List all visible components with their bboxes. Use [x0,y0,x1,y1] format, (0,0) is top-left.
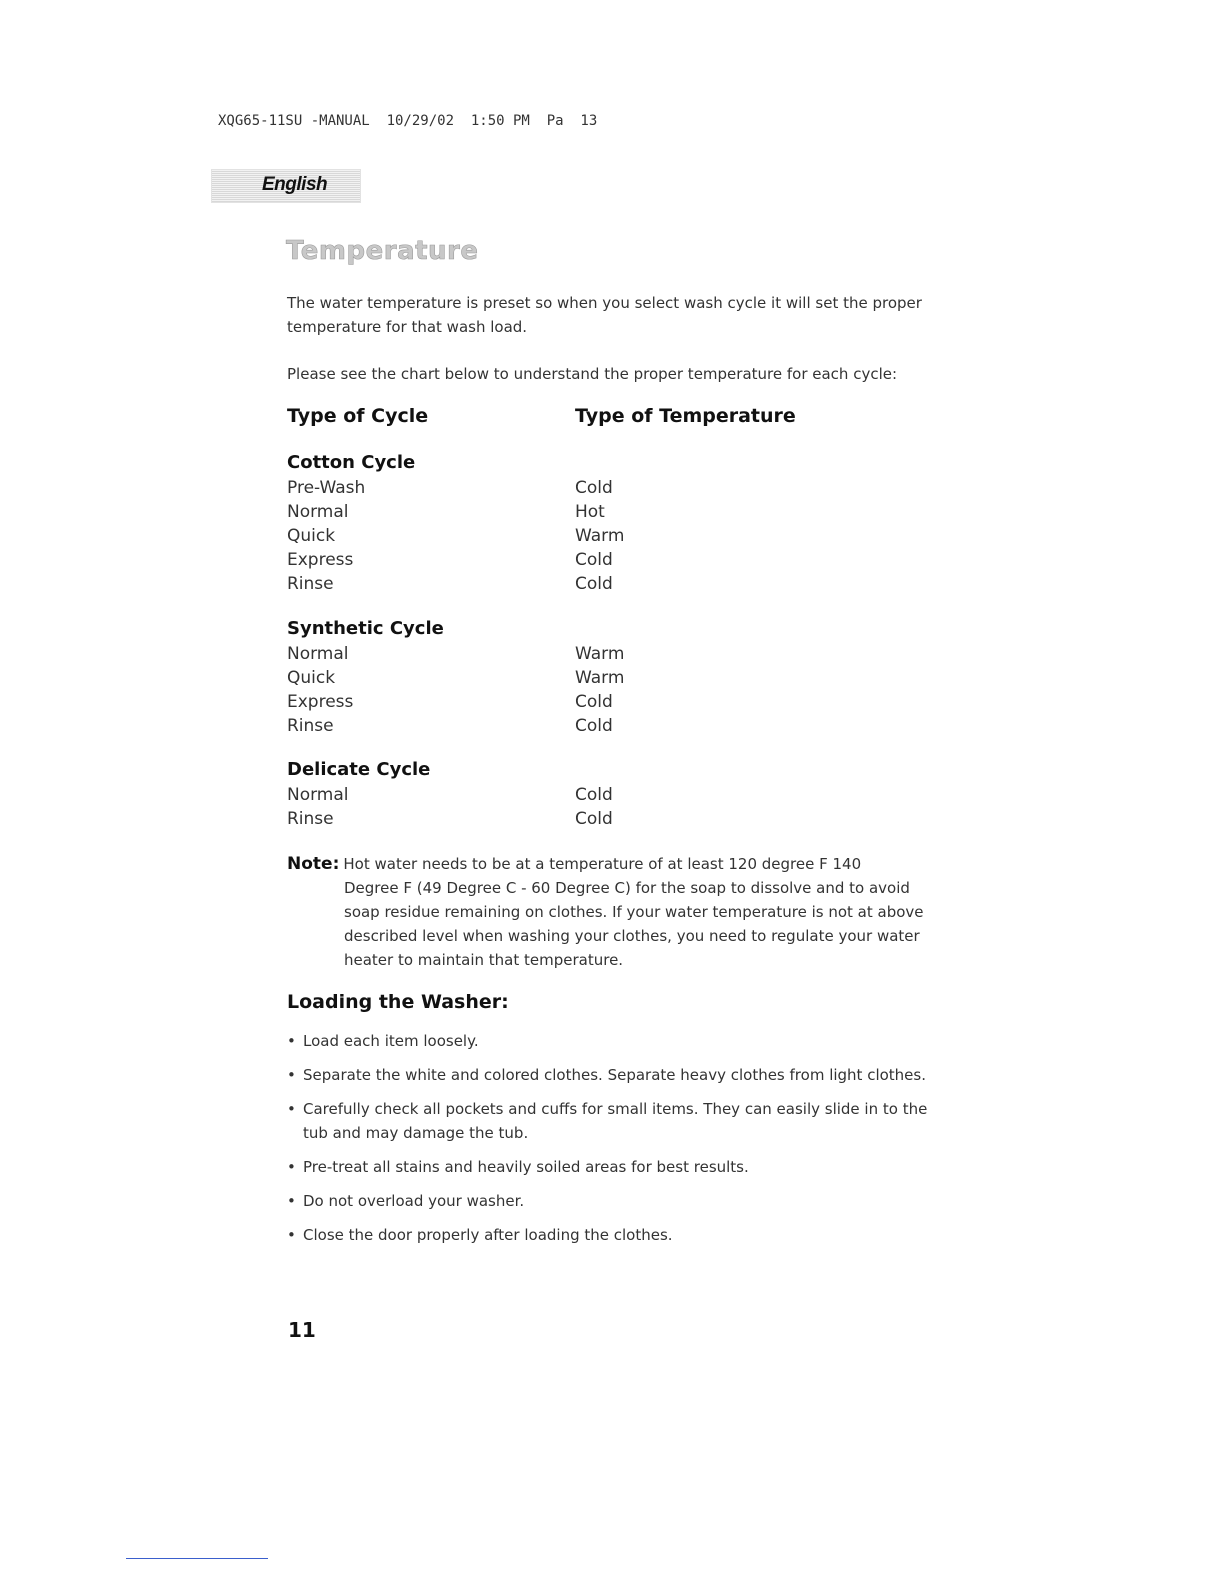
language-tab [211,169,361,203]
table-row [287,807,707,831]
cycle-name: Express [287,550,354,570]
chart-intro-paragraph: Please see the chart below to understand the proper temperature for each cycle: [287,365,898,383]
cycle-group-title: Delicate Cycle [287,759,431,780]
list-item: • Load each item loosely. [287,1029,947,1053]
table-row [287,548,707,572]
loading-section-title: Loading the Washer: [287,991,509,1013]
cycle-name: Rinse [287,716,334,736]
language-tab-label: English [262,174,328,195]
note-label: Note: [287,854,340,874]
cycle-group-delicate [287,757,707,831]
cycle-temperature: Cold [575,478,613,498]
cycle-temperature: Cold [575,574,613,594]
cycle-temperature: Warm [575,526,625,546]
cycle-name: Normal [287,502,349,522]
cycle-temperature: Cold [575,809,613,829]
cycle-name: Normal [287,785,349,805]
column-header-cycle: Type of Cycle [287,405,429,427]
cycle-name: Rinse [287,574,334,594]
cycle-temperature: Cold [575,785,613,805]
intro-paragraph: The water temperature is preset so when you select wash cycle it will set the proper temperature for that wash load. [287,294,922,336]
list-item: • Separate the white and colored clothes. Separate heavy clothes from light clothes. [287,1063,947,1087]
print-header: XQG65-11SU -MANUAL 10/29/02 1:50 PM Pa 13 [218,113,598,129]
table-row [287,476,707,500]
cycle-group-title: Synthetic Cycle [287,618,444,639]
cycle-group-title: Cotton Cycle [287,452,416,473]
table-row [287,500,707,524]
cycle-name: Rinse [287,809,334,829]
footer-rule [126,1558,268,1559]
table-row [287,690,707,714]
page-number: 11 [288,1318,316,1342]
cycle-temperature: Cold [575,692,613,712]
list-item: • Pre-treat all stains and heavily soiled areas for best results. [287,1155,947,1179]
cycle-name: Pre-Wash [287,478,366,498]
cycle-name: Quick [287,668,336,688]
cycle-name: Express [287,692,354,712]
cycle-name: Normal [287,644,349,664]
table-row [287,783,707,807]
cycle-temperature: Cold [575,550,613,570]
table-row [287,714,707,738]
table-row [287,642,707,666]
cycle-temperature: Cold [575,716,613,736]
note-first-line: Hot water needs to be at a temperature of at least 120 degree F 140 [343,855,862,873]
note-text: Degree F (49 Degree C - 60 Degree C) for the soap to dissolve and to avoid soap residue remaining on clothes. If your water temperature is not at above described level when washing your clothes, you need to regulate your water heater to maintain that temperature. [344,879,924,969]
note-block [287,852,937,972]
cycle-temperature: Warm [575,668,625,688]
column-header-temperature: Type of Temperature [575,405,796,427]
loading-list [287,1029,947,1257]
table-row [287,572,707,596]
cycle-group-synthetic [287,616,707,738]
cycle-temperature: Hot [575,502,605,522]
page-title: Temperature [286,236,479,266]
table-row [287,524,707,548]
list-item: • Close the door properly after loading the clothes. [287,1223,947,1247]
list-item: • Do not overload your washer. [287,1189,947,1213]
list-item: • Carefully check all pockets and cuffs for small items. They can easily slide in to the tub and may damage the tub. [287,1097,947,1145]
table-row [287,666,707,690]
cycle-group-cotton [287,450,707,596]
cycle-temperature: Warm [575,644,625,664]
cycle-name: Quick [287,526,336,546]
